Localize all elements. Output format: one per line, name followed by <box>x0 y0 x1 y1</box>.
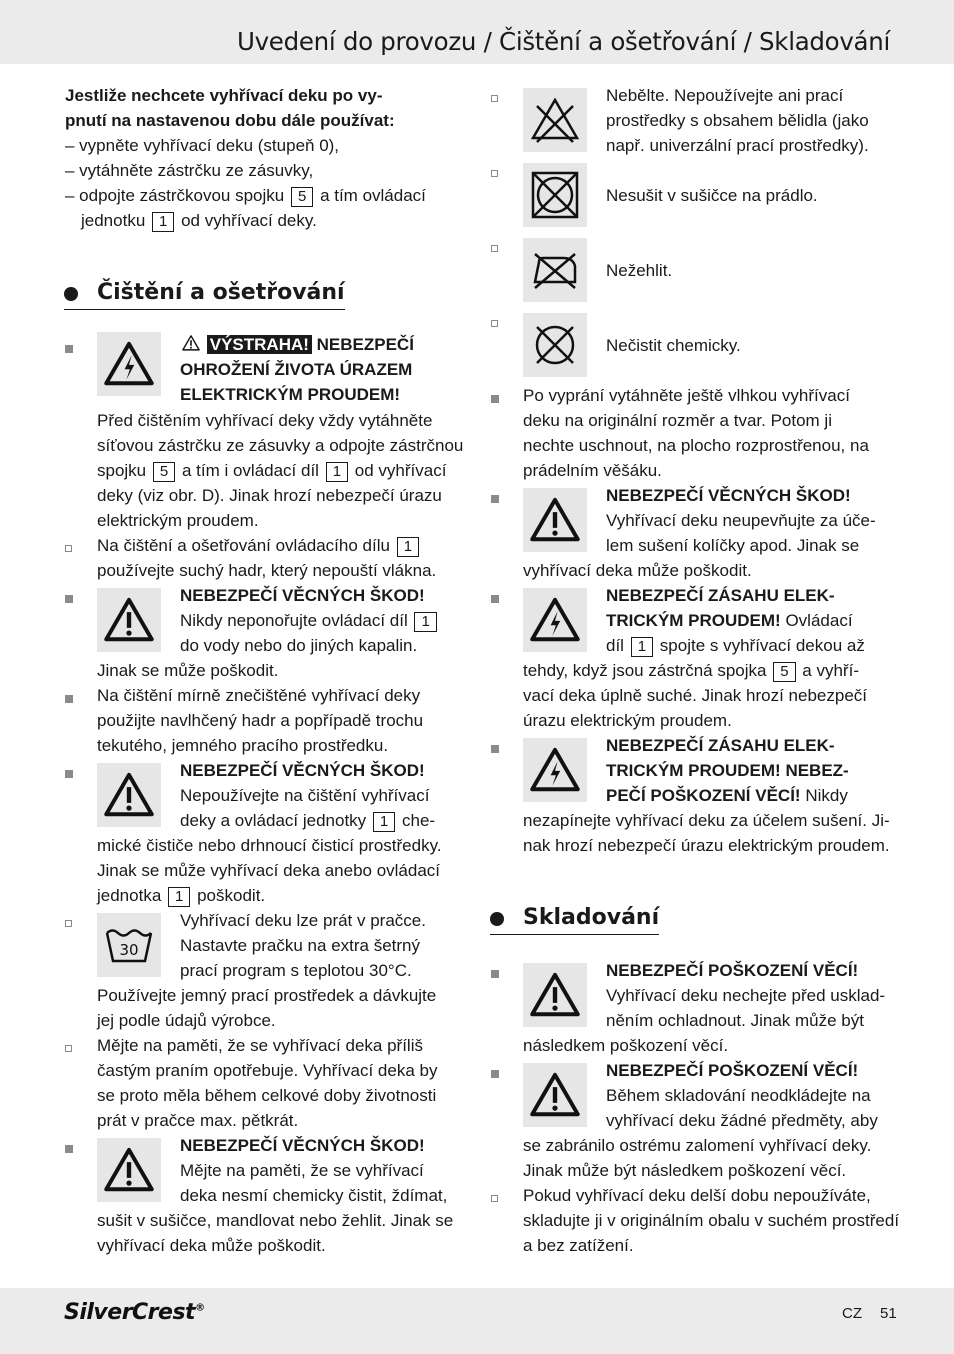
page-title: Uvedení do provozu / Čištění a ošetřování / Skladování <box>236 27 890 56</box>
bullet-filled <box>65 345 73 353</box>
warning-9-body-4: Jinak může být následkem poškození věcí. <box>523 1161 847 1180</box>
item-6-line2: deku na originální rozměr a tvar. Potom ji <box>523 411 832 430</box>
warning-4-body-3: sušit v sušičce, mandlovat nebo žehlit. Jinak se <box>97 1211 454 1230</box>
warning-7-body-2: nak hrozí nebezpečí úrazu elektrickým proudem. <box>523 836 890 855</box>
warning-7-head-2: TRICKÝM PROUDEM! NEBEZ- <box>606 761 849 780</box>
warning-3-body-2: deky a ovládací jednotky 1 che- <box>180 811 436 830</box>
warning-8-body-3: následkem poškození věcí. <box>523 1036 729 1055</box>
warning-5-body-2: lem sušení kolíčky apod. Jinak se <box>606 536 860 555</box>
bullet-hollow <box>491 320 498 327</box>
ref-box: 5 <box>291 187 313 207</box>
warning-6-body-2: tehdy, když jsou zástrčná spojka 5 a vyhří- <box>523 661 859 680</box>
warning-1-body-4: deky (viz obr. D). Jinak hrozí nebezpečí úrazu <box>97 486 442 505</box>
warning-3-body-1: Nepoužívejte na čištění vyhřívací <box>180 786 430 805</box>
warning-badge: VÝSTRAHA! <box>207 335 312 354</box>
warning-3-head: NEBEZPEČÍ VĚCNÝCH ŠKOD! <box>180 761 425 780</box>
ref-box: 1 <box>152 212 174 232</box>
item-4-line4: Používejte jemný prací prostředek a dávkujte <box>97 986 437 1005</box>
bullet-filled <box>491 395 499 403</box>
header-bar <box>0 0 954 64</box>
language-code: CZ <box>842 1305 862 1322</box>
section-title-storage: Skladování <box>490 905 659 935</box>
symbol-1-line2: prostředky s obsahem bělidla (jako <box>606 111 869 130</box>
warning-triangle-icon <box>523 488 587 552</box>
warning-1-head-line2: OHROŽENÍ ŽIVOTA ÚRAZEM <box>180 360 413 379</box>
warning-triangle-icon <box>97 1138 161 1202</box>
warning-5-head: NEBEZPEČÍ VĚCNÝCH ŠKOD! <box>606 486 851 505</box>
warning-2-body-1: Nikdy neponořujte ovládací díl 1 <box>180 608 439 633</box>
warning-2-body-2: do vody nebo do jiných kapalin. <box>180 636 418 655</box>
warning-2-body-3: Jinak se může poškodit. <box>97 661 279 680</box>
bullet-filled <box>491 595 499 603</box>
warning-1-body-5: elektrickým proudem. <box>97 511 259 530</box>
section-title-cleaning: Čištění a ošetřování <box>64 280 345 310</box>
warning-8-body-2: něním ochladnout. Jinak může být <box>606 1011 864 1030</box>
warning-triangle-icon <box>523 963 587 1027</box>
bullet-hollow <box>491 245 498 252</box>
warning-4-body-1: Mějte na paměti, že se vyhřívací <box>180 1161 424 1180</box>
intro-item-1: – vypněte vyhřívací deku (stupeň 0), <box>65 136 340 155</box>
warning-triangle-icon <box>97 763 161 827</box>
electric-warning-icon <box>523 588 587 652</box>
item-4-line3: prací program s teplotou 30°C. <box>180 961 412 980</box>
bullet-filled <box>65 695 73 703</box>
warning-1-head-line3: ELEKTRICKÝM PROUDEM! <box>180 385 401 404</box>
symbol-1-line3: např. univerzální prací prostředky). <box>606 136 869 155</box>
warning-5-body-1: Vyhřívací deku neupevňujte za úče- <box>606 511 876 530</box>
warning-7-body-1: nezapínejte vyhřívací deku za účelem sušení. Ji- <box>523 811 890 830</box>
warning-triangle-icon <box>97 588 161 652</box>
warning-1-body-3: spojku 5 a tím i ovládací díl 1 od vyhřívací <box>97 461 447 480</box>
intro-item-2: – vytáhněte zástrčku ze zásuvky, <box>65 161 314 180</box>
wash-30-icon <box>97 913 161 977</box>
symbol-2-text: Nesušit v sušičce na prádlo. <box>606 186 818 205</box>
no-bleach-icon <box>523 88 587 152</box>
item-4-line2: Nastavte pračku na extra šetrný <box>180 936 421 955</box>
symbol-3-text: Nežehlit. <box>606 261 673 280</box>
item-5-line4: prát v pračce max. pětkrát. <box>97 1111 299 1130</box>
item-3-line2: použijte navlhčený hadr a popřípadě trochu <box>97 711 424 730</box>
warning-triangle-icon <box>180 333 202 353</box>
bullet-hollow <box>65 920 72 927</box>
item-4-line5: jej podle údajů výrobce. <box>97 1011 276 1030</box>
bullet-filled <box>65 770 73 778</box>
bullet-filled <box>491 970 499 978</box>
bullet-filled <box>491 1070 499 1078</box>
bullet-hollow <box>491 1195 498 1202</box>
warning-3-body-4: Jinak se může vyhřívací deka anebo ovládací <box>97 861 441 880</box>
item-6-line4: prádelním věšáku. <box>523 461 662 480</box>
bullet-hollow <box>65 1045 72 1052</box>
warning-7-head-3: PEČÍ POŠKOZENÍ VĚCÍ! Nikdy <box>606 786 848 805</box>
warning-9-body-1: Během skladování neodkládejte na <box>606 1086 871 1105</box>
item-6-line3: nechte uschnout, na plocho rozprostřenou, na <box>523 436 869 455</box>
warning-6-head-1: NEBEZPEČÍ ZÁSAHU ELEK- <box>606 586 835 605</box>
item-6-line1: Po vyprání vytáhněte ještě vlhkou vyhřívací <box>523 386 850 405</box>
item-7-line2: skladujte ji v originálním obalu v suchém prostředí <box>523 1211 900 1230</box>
item-3-line3: tekutého, jemného pracího prostředku. <box>97 736 389 755</box>
no-tumble-dry-icon <box>523 163 587 227</box>
warning-1-body-1: Před čištěním vyhřívací deky vždy vytáhněte <box>97 411 433 430</box>
item-4-line1: Vyhřívací deku lze prát v pračce. <box>180 911 426 930</box>
warning-4-head: NEBEZPEČÍ VĚCNÝCH ŠKOD! <box>180 1136 425 1155</box>
intro-heading-line1: Jestliže nechcete vyhřívací deku po vy- <box>65 86 383 105</box>
svg-text:30: 30 <box>119 941 139 959</box>
item-2-line1: Na čištění a ošetřování ovládacího dílu 1 <box>97 533 421 558</box>
bullet-filled <box>65 1145 73 1153</box>
no-dry-clean-icon <box>523 313 587 377</box>
bullet-filled <box>65 595 73 603</box>
bullet-hollow <box>65 545 72 552</box>
warning-6-body-3: vací deka úplně suché. Jinak hrozí nebezpečí <box>523 686 867 705</box>
warning-3-body-5: jednotka 1 poškodit. <box>97 886 266 905</box>
bullet-hollow <box>491 95 498 102</box>
item-2-line2: používejte suchý hadr, který nepouští vlákna. <box>97 561 437 580</box>
warning-4-body-4: vyhřívací deka může poškodit. <box>97 1236 326 1255</box>
bullet-hollow <box>491 170 498 177</box>
item-5-line1: Mějte na paměti, že se vyhřívací deka příliš <box>97 1036 423 1055</box>
item-7-line3: a bez zatížení. <box>523 1236 634 1255</box>
warning-6-body-4: úrazu elektrickým proudem. <box>523 711 732 730</box>
bullet-filled <box>491 495 499 503</box>
intro-heading-line2: pnutí na nastavenou dobu dále používat: <box>65 111 395 130</box>
symbol-4-text: Nečistit chemicky. <box>606 336 741 355</box>
no-iron-icon <box>523 238 587 302</box>
brand-logo: SilverCrest® <box>64 1300 205 1325</box>
warning-5-body-3: vyhřívací deka může poškodit. <box>523 561 752 580</box>
symbol-1-line1: Nebělte. Nepoužívejte ani prací <box>606 86 844 105</box>
warning-2-head: NEBEZPEČÍ VĚCNÝCH ŠKOD! <box>180 586 425 605</box>
electric-warning-icon <box>523 738 587 802</box>
warning-6-body-1: díl 1 spojte s vyhřívací dekou až <box>606 636 865 655</box>
warning-8-head: NEBEZPEČÍ POŠKOZENÍ VĚCÍ! <box>606 961 859 980</box>
warning-triangle-icon <box>523 1063 587 1127</box>
intro-item-3-cont: jednotku 1 od vyhřívací deky. <box>81 211 317 230</box>
item-5-line3: se proto měla během celkové doby životnosti <box>97 1086 437 1105</box>
warning-6-head-2: TRICKÝM PROUDEM! Ovládací <box>606 611 853 630</box>
item-3-line1: Na čištění mírně znečištěné vyhřívací deky <box>97 686 421 705</box>
warning-9-body-3: se zabránilo ostrému zalomení vyhřívací deky. <box>523 1136 872 1155</box>
item-5-line2: častým praním opotřebuje. Vyhřívací deka by <box>97 1061 438 1080</box>
warning-9-head: NEBEZPEČÍ POŠKOZENÍ VĚCÍ! <box>606 1061 859 1080</box>
bullet-filled <box>491 745 499 753</box>
warning-1-head: VÝSTRAHA! NEBEZPEČÍ <box>180 332 414 357</box>
warning-7-head-1: NEBEZPEČÍ ZÁSAHU ELEK- <box>606 736 835 755</box>
warning-3-body-3: mické čističe nebo drhnoucí čisticí prostředky. <box>97 836 442 855</box>
warning-4-body-2: deka nesmí chemicky čistit, ždímat, <box>180 1186 448 1205</box>
warning-1-body-2: síťovou zástrčku ze zásuvky a odpojte zástrčnou <box>97 436 464 455</box>
intro-item-3: – odpojte zástrčkovou spojku 5 a tím ovládací <box>65 186 426 205</box>
electric-warning-icon <box>97 332 161 396</box>
warning-9-body-2: vyhřívací deku žádné předměty, aby <box>606 1111 878 1130</box>
page-number: 51 <box>880 1305 897 1322</box>
warning-8-body-1: Vyhřívací deku nechejte před usklad- <box>606 986 886 1005</box>
item-7-line1: Pokud vyhřívací deku delší dobu nepoužíváte, <box>523 1186 871 1205</box>
page-info <box>842 1305 897 1322</box>
